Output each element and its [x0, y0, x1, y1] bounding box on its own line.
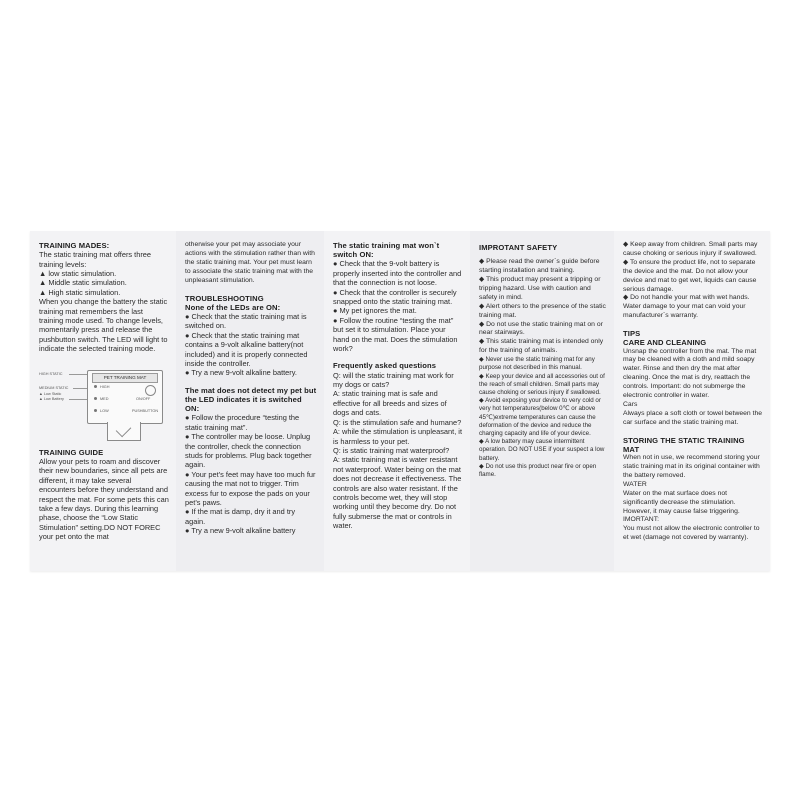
wont-switch-item-1: ● Check that the 9-volt battery is properly inserted into the controller and that the connection is not loose.: [333, 259, 462, 288]
controller-device-icon: [87, 370, 163, 424]
no-detect-item-3: ● Your pet’s feet may have too much fur causing the mat not to trigger. Trim excess fur to expose the pads on your pet’s paws.: [185, 469, 316, 508]
water-label: WATER: [623, 480, 647, 488]
safety-item-10: ◆ Do not use this product near fire or open flame.: [479, 462, 597, 479]
level-middle: ▲ Middle static simulation.: [39, 278, 127, 288]
no-leds-heading: None of the LEDs are ON:: [185, 302, 281, 312]
guide-continued: otherwise your pet may associate your actions with the stimulation rather than with the static training mat. Your pet must learn to associate the static training mat with the unpleasant stimulation.: [185, 241, 315, 284]
panel-tips-care: [614, 231, 770, 571]
wont-switch-on-heading: The static training mat won`t switch ON:: [333, 241, 440, 260]
care-cleaning-body: Unsnap the controller from the mat. The mat may be cleaned with a cloth and mild soapy water. Rinse and then dry the mat after cleaning. Once the mat is dry, reattach the controls. Important: do not submerge the electronic controller in water.: [623, 347, 757, 400]
faq-q2: Q: is the stimulation safe and humane?: [333, 417, 462, 427]
storing-body: When not in use, we recommend storing your static training mat in its original container with the battery removed.: [623, 454, 760, 479]
panel-training-modes: [30, 231, 176, 571]
device-title: PET TRAINING MAT: [92, 373, 158, 383]
controller-plug-icon: [107, 422, 141, 441]
led-high-label: HIGH: [100, 384, 110, 389]
troubleshooting-heading: TROUBLESHOOTING: [185, 293, 264, 303]
faq-q1: Q: will the static training mat work for my dogs or cats?: [333, 370, 454, 390]
faq-a3: A: static training mat is water resistant not waterproof. Water being on the mat does not decrease it effectiveness. The controls are also water resistant. If the controls become wet, they will stop working until they become dry. Do not fully submerse the mat or controls in water.: [333, 455, 462, 531]
safety-item-2: ◆ This product may present a tripping or tripping hazard. Use with caution and safety in mind.: [479, 276, 601, 301]
led-low-label: LOW: [100, 408, 109, 413]
no-leds-item-1: ● Check that the static training mat is switched on.: [185, 311, 307, 331]
training-modes-body: When you change the battery the static training mat remembers the last training mode used. To change levels, momentarily press and release the pushbutton switch. The LED will light to indicate the selected training mode.: [39, 297, 168, 354]
tips-item-3: ◆ Do not handle your mat with wet hands. Water damage to your mat can void your manufacturer`s warranty.: [623, 294, 750, 320]
wont-switch-item-2: ● Check that the controller is securely snapped onto the static training mat.: [333, 287, 457, 307]
panel-important-safety: [470, 231, 614, 571]
controller-diagram: [39, 364, 169, 442]
level-low: ▲ low static simulation.: [39, 269, 117, 279]
storing-heading: STORING THE STATIC TRAINING MAT: [623, 435, 745, 454]
faq-heading: Frequently asked questions: [333, 361, 437, 371]
tips-heading: TIPS: [623, 329, 641, 339]
instruction-leaflet: [30, 231, 770, 571]
diagram-label-medium-static: MEDIUM STATIC: [39, 385, 69, 390]
safety-item-9: ◆ A low battery may cause intermittent operation. DO NOT USE if your suspect a low battery.: [479, 438, 605, 462]
no-detect-item-1: ● Follow the procedure “testing the static training mat”.: [185, 413, 300, 432]
pushbutton-icon: [145, 385, 156, 396]
panel-faq: [324, 231, 470, 571]
pushbutton-label: PUSHBUTTON: [132, 408, 159, 413]
no-detect-item-4: ● If the mat is damp, dry it and try again.: [185, 507, 296, 526]
training-modes-intro: The static training mat offers three training levels:: [39, 250, 152, 269]
tips-item-2: ◆ To ensure the product life, not to separate the device and the mat. Do not allow your device and mat to get wet, liquids can cause serious damage.: [623, 258, 757, 293]
safety-item-1: ◆ Please read the owner`s guide before starting installation and training.: [479, 258, 600, 275]
no-leds-item-3: ● Try a new 9-volt alkaline battery.: [185, 368, 297, 378]
important-body: You must not allow the electronic controller to et wet (damage not covered by warranty).: [623, 525, 760, 542]
faq-q3: Q: is static training mat waterproof?: [333, 445, 450, 455]
faq-a2: A: while the stimulation is unpleasant, it is harmless to your pet.: [333, 427, 462, 446]
diagram-label-high-static: HIGH STATIC: [39, 371, 63, 376]
tips-item-1: ◆ Keep away from children. Small parts may cause choking or serious injury if swallowed.: [623, 241, 758, 257]
training-modes-heading: TRAINING MADES:: [39, 241, 110, 250]
ignores-mat-routine: ● Follow the routine “testing the mat” but set it to stimulation. Place your hand on the mat. Does the stimulation work?: [333, 315, 458, 354]
safety-item-3: ◆ Alert others to the presence of the static training mat.: [479, 302, 606, 319]
training-guide-heading: TRAINING GUIDE: [39, 447, 104, 457]
onoff-label: ON/OFF: [136, 396, 151, 401]
safety-item-6: ◆ Never use the static training mat for any purpose not described in this manual.: [479, 356, 595, 372]
training-guide-body: Allow your pets to roam and discover their new boundaries, since all pets are different, it may take several encounters before they understand and respect the mat. For some pets this can take a few days. During this learning phase, choose the “Low Static Stimulation” setting.DO NOT FOREC your pet onto the mat: [39, 456, 169, 542]
no-leds-item-2: ● Check that the static training mat contains a 9-volt alkaline battery(not included) and it is properly connected inside the controller.: [185, 330, 308, 368]
diagram-label-low-battery: ▲ Low Battery: [39, 396, 64, 401]
important-label: IMORTANT:: [623, 516, 659, 524]
ignores-mat-item: ● My pet ignores the mat.: [333, 306, 417, 316]
faq-a1: A: static training mat is safe and effective for all breeds and sizes of dogs and cats.: [333, 389, 447, 418]
cars-body: Always place a soft cloth or towel between the car surface and the static training mat.: [623, 409, 763, 426]
safety-item-8: ◆ Avoid exposing your device to very cold or very hot temperatures(below 0℃ or above 45℃)extreme temperatures can cause the deformation of the device and reduce the charging capacity and life of your device.: [479, 397, 601, 437]
safety-item-5: ◆ This static training mat is intended only for the training of animals.: [479, 338, 604, 355]
no-detect-heading: The mat does not detect my pet but the LED indicates it is switched ON:: [185, 385, 317, 414]
cars-label: Cars: [623, 401, 638, 408]
no-detect-item-2: ● The controller may be loose. Unplug the controller, check the connection studs for problems. Plug back together again.: [185, 432, 312, 470]
safety-heading: IMPROTANT SAFETY: [479, 243, 558, 252]
led-med-label: MED: [100, 396, 109, 401]
level-high: ▲ High static simulation.: [39, 287, 121, 297]
no-detect-item-5: ● Try a new 9-volt alkaline battery: [185, 526, 296, 536]
care-cleaning-heading: CARE AND CLEANING: [623, 338, 707, 348]
safety-item-4: ◆ Do not use the static training mat on or near stairways.: [479, 320, 603, 337]
led-low-icon: [94, 409, 97, 412]
water-body: Water on the mat surface does not significantly decrease the stimulation. However, it may cause false triggering.: [623, 489, 740, 515]
safety-item-7: ◆ Keep your device and all accessories out of the reach of small children. Small parts may cause choking or serious injury if swallowed.: [479, 372, 605, 396]
led-med-icon: [94, 397, 97, 400]
diagram-label-low-static: ▲ Low Static: [39, 391, 62, 396]
panel-troubleshooting: [176, 231, 324, 571]
led-high-icon: [94, 385, 97, 388]
